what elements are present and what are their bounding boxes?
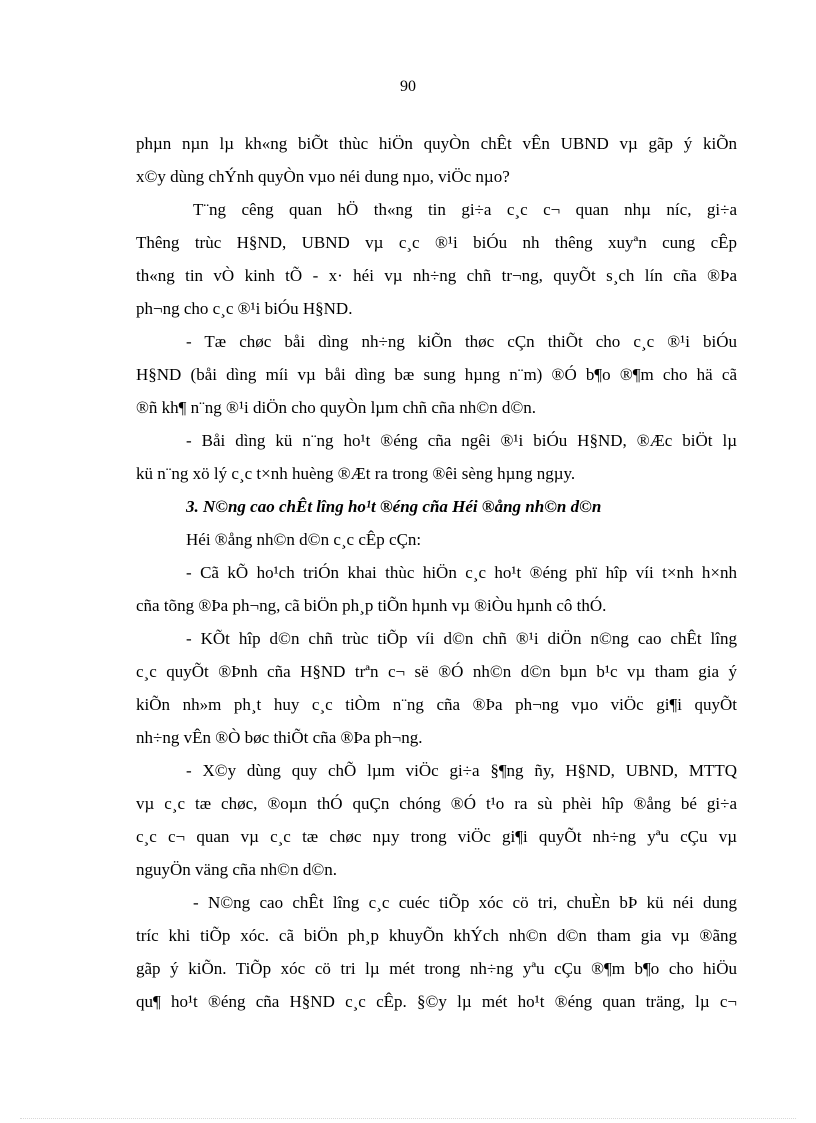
- page-bottom-rule: [20, 1118, 796, 1119]
- text-line: Thêng trùc H§ND, UBND vµ c¸c ®¹i biÓu nh thêng xuyªn cung cÊp: [136, 233, 737, 252]
- text-line: ®ñ kh¶ n¨ng ®¹i diÖn cho quyÒn lµm chñ cña nh©n d©n.: [136, 398, 537, 417]
- text-line: th«ng tin vÒ kinh tÕ - x· héi vµ nh÷ng chñ tr¬ng, quyÕt s¸ch lín cña ®Þa: [136, 266, 737, 285]
- page-number: 90: [400, 78, 416, 95]
- text-line: nh÷ng vÊn ®Ò bøc thiÕt cña ®Þa ph¬ng.: [136, 728, 423, 747]
- text-line: Héi ®ång nh©n d©n c¸c cÊp cÇn:: [186, 530, 422, 549]
- text-line: qu¶ ho¹t ®éng cña H§ND c¸c cÊp. §©y lµ mét ho¹t ®éng quan träng, lµ c¬: [136, 992, 737, 1011]
- text-line: gãp ý kiÕn. TiÕp xóc cö tri lµ mét trong nh÷ng yªu cÇu ®¶m b¶o cho hiÖu: [136, 959, 737, 978]
- text-line: - N©ng cao chÊt lîng c¸c cuéc tiÕp xóc cö tri, chuÈn bÞ kü néi dung: [193, 893, 737, 912]
- text-line: phµn nµn lµ kh«ng biÕt thùc hiÖn quyÒn chÊt vÊn UBND vµ gãp ý kiÕn: [136, 134, 737, 153]
- text-line: - Tæ chøc båi dìng nh÷ng kiÕn thøc cÇn thiÕt cho c¸c ®¹i biÓu: [186, 332, 737, 351]
- text-line: tríc khi tiÕp xóc. cã biÖn ph¸p khuyÕn khÝch nh©n d©n tham gia vµ ®ãng: [136, 926, 737, 945]
- text-line: ph¬ng cho c¸c ®¹i biÓu H§ND.: [136, 299, 353, 318]
- section-heading: 3. N©ng cao chÊt lîng ho¹t ®éng cña Héi ®ång nh©n d©n: [186, 497, 602, 516]
- text-line: cña tõng ®Þa ph¬ng, cã biÖn ph¸p tiÕn hµnh vµ ®iÒu hµnh cô thÓ.: [136, 596, 607, 615]
- text-line: - X©y dùng quy chÕ lµm viÖc gi÷a §¶ng ñy, H§ND, UBND, MTTQ: [186, 761, 737, 780]
- text-line: - Båi dìng kü n¨ng ho¹t ®éng cña ngêi ®¹i biÓu H§ND, ®Æc biÖt lµ: [186, 431, 737, 450]
- text-line: c¸c c¬ quan vµ c¸c tæ chøc nµy trong viÖc gi¶i quyÕt nh÷ng yªu cÇu vµ: [136, 827, 737, 846]
- text-line: vµ c¸c tæ chøc, ®oµn thÓ quÇn chóng ®Ó t¹o ra sù phèi hîp ®ång bé gi÷a: [136, 794, 737, 813]
- text-line: - Cã kÕ ho¹ch triÓn khai thùc hiÖn c¸c ho¹t ®éng phï hîp víi t×nh h×nh: [186, 563, 737, 582]
- text-line: c¸c quyÕt ®Þnh cña H§ND trªn c¬ së ®Ó nh©n d©n bµn b¹c vµ tham gia ý: [136, 662, 737, 681]
- text-line: x©y dùng chÝnh quyÒn vµo néi dung nµo, viÖc nµo?: [136, 167, 510, 186]
- text-line: T¨ng cêng quan hÖ th«ng tin gi÷a c¸c c¬ quan nhµ níc, gi÷a: [193, 200, 737, 219]
- text-line: - KÕt hîp d©n chñ trùc tiÕp víi d©n chñ ®¹i diÖn n©ng cao chÊt lîng: [186, 629, 737, 648]
- text-line: H§ND (båi dìng míi vµ båi dìng bæ sung hµng n¨m) ®Ó b¶o ®¶m cho hä cã: [136, 365, 737, 384]
- text-line: nguyÖn väng cña nh©n d©n.: [136, 860, 337, 879]
- text-line: kiÕn nh»m ph¸t huy c¸c tiÒm n¨ng cña ®Þa ph¬ng vµo viÖc gi¶i quyÕt: [136, 695, 737, 714]
- text-line: kü n¨ng xö lý c¸c t×nh huèng ®Æt ra trong ®êi sèng hµng ngµy.: [136, 464, 576, 483]
